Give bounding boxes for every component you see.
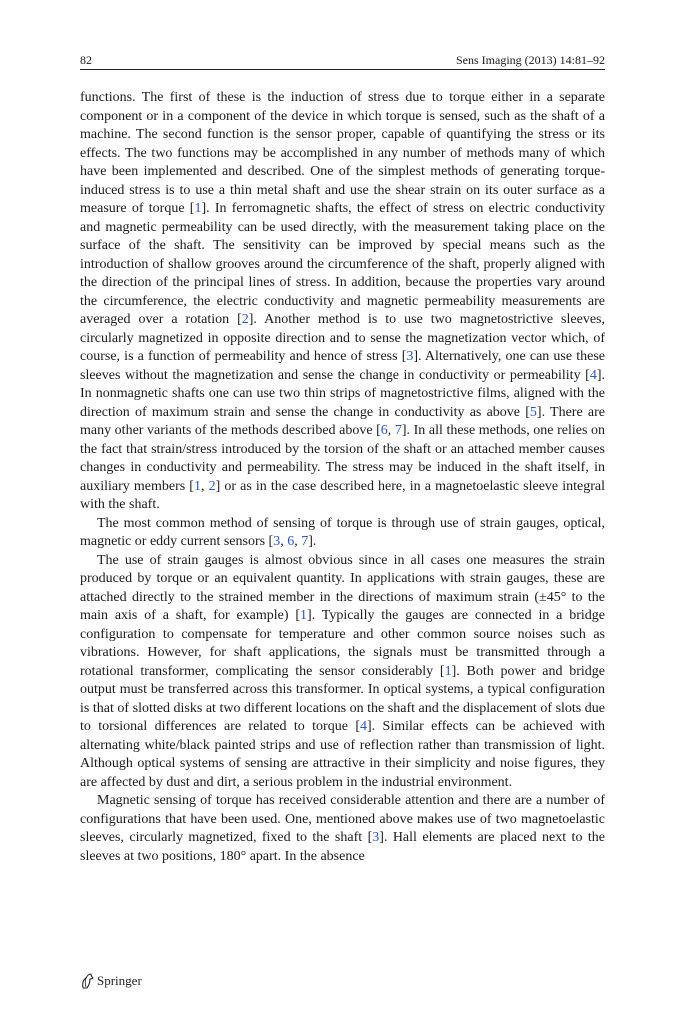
citation-link[interactable]: 2 [241,312,249,327]
footer [80,971,142,991]
citation-link[interactable]: 2 [208,478,216,494]
text-segment: Magnetic sensing of torque has received considerable attention and there are a number of configurations that have been used. One, mentioned above makes use of two magnetoelastic sleeves, circularly magnetized, fixed to the shaft [ [80,793,605,845]
text-segment: ] or as in the case described here, in a magnetoelastic sleeve integral with the shaft. [80,478,605,512]
citation-link[interactable]: 7 [301,534,309,549]
text-segment: ]. Alternatively, one can use these sleeves without the magnetization and sense the change in conductivity or permeability [ [80,349,605,383]
citation-link[interactable]: 1 [300,608,308,623]
citation-link[interactable]: 3 [372,830,380,845]
citation-link[interactable]: 7 [394,423,402,438]
paragraph [80,515,605,552]
text-segment: functions. The first of these is the induction of stress due to torque either in a separate component or in a component of the device in which torque is sensed, such as the shaft of a machine. The second function is the sensor proper, capable of quantifying the stress or its effects. The two functions may be accomplished in any number of methods many of which have been implemented and described. One of the simplest methods of generating torque-induced stress is to use a thin metal shaft and use the shear strain on its outer surface as a measure of torque [ [80,90,605,216]
body-text [80,89,605,866]
text-segment: The use of strain gauges is almost obvious since in all cases one measures the strain produced by torque or an equivalent quantity. In applications with strain gauges, these are attached directly to the strained member in the directions of maximum strain (±45° to the main axis of a shaft, for example) [ [80,552,605,623]
citation-link[interactable]: 6 [380,423,388,438]
citation-link[interactable]: 1 [194,201,202,216]
text-segment: ]. In ferromagnetic shafts, the effect of stress on electric conductivity and magnetic permeability can be used directly, with the measurement taking place on the surface of the shaft. The sensitivity can be improved by special means such as the introduction of shallow grooves around the circumference of the shaft, properly aligned with the direction of the principal lines of stress. In addition, because the properties vary around the circumference, the electric conductivity and magnetic permeability measurements are averaged over a rotation [ [80,201,605,327]
publisher-name: Springer [97,973,142,988]
paragraph [80,89,605,515]
text-segment: , [387,423,395,438]
text-segment: The most common method of sensing of torque is through use of strain gauges, optical, magnetic or eddy current sensors [ [80,515,605,549]
citation-link[interactable]: 1 [444,663,452,679]
text-segment: , [200,478,209,494]
journal-reference: Sens Imaging (2013) 14:81–92 [456,53,605,67]
text-segment: ]. Both power and bridge output must be transferred across this transformer. In optical systems, a typical configuration is that of slotted disks at two different locations on the shaft and the displacement of slots due to torsional differences are related to torque [ [80,663,605,734]
citation-link[interactable]: 6 [287,534,295,549]
text-segment: ]. In all these methods, one relies on the fact that strain/stress introduced by the torsion of the shaft or an attached member causes changes in conductivity and permeability. The stress may be induced in the shaft itself, in auxiliary members [ [80,423,606,494]
text-segment: ]. [308,534,317,549]
text-segment: ]. Typically the gauges are connected in a bridge configuration to compensate for temperature and other common source noises such as vibrations. However, for shaft applications, the signals must be transmitted through a rotational transformer, complicating the sensor considerably [ [80,608,605,679]
citation-link[interactable]: 5 [529,404,537,420]
text-segment: ]. There are many other variants of the methods described above [ [80,404,605,438]
citation-link[interactable]: 3 [406,349,414,364]
page-number: 82 [80,53,92,67]
paragraph [80,552,605,793]
text-segment: , [294,534,302,549]
running-header [80,52,605,70]
text-segment: ]. Hall elements are placed next to the sleeves at two positions, 180° apart. In the absence [80,830,605,864]
text-segment: ]. Similar effects can be achieved with alternating white/black painted strips and use of reflection rather than transmission of light. Although optical systems of sensing are attractive in their simplicity and noise figures, they are affected by dust and dirt, a serious problem in the industrial environment. [80,719,605,790]
text-segment: ]. Another method is to use two magnetostrictive sleeves, circularly magnetized in opposite direction and to sense the magnetization vector which, of course, is a function of permeability and hence of stress [ [80,312,605,364]
citation-link[interactable]: 4 [589,367,597,383]
springer-horse-icon [80,973,94,989]
citation-link[interactable]: 1 [193,478,201,494]
text-segment: ]. In nonmagnetic shafts one can use two thin strips of magnetostrictive films, aligned with the direction of maximum strain and sense the change in conductivity as above [ [80,367,605,420]
text-segment: , [280,534,288,549]
paragraph [80,792,605,866]
citation-link[interactable]: 3 [273,534,281,549]
citation-link[interactable]: 4 [359,719,367,734]
